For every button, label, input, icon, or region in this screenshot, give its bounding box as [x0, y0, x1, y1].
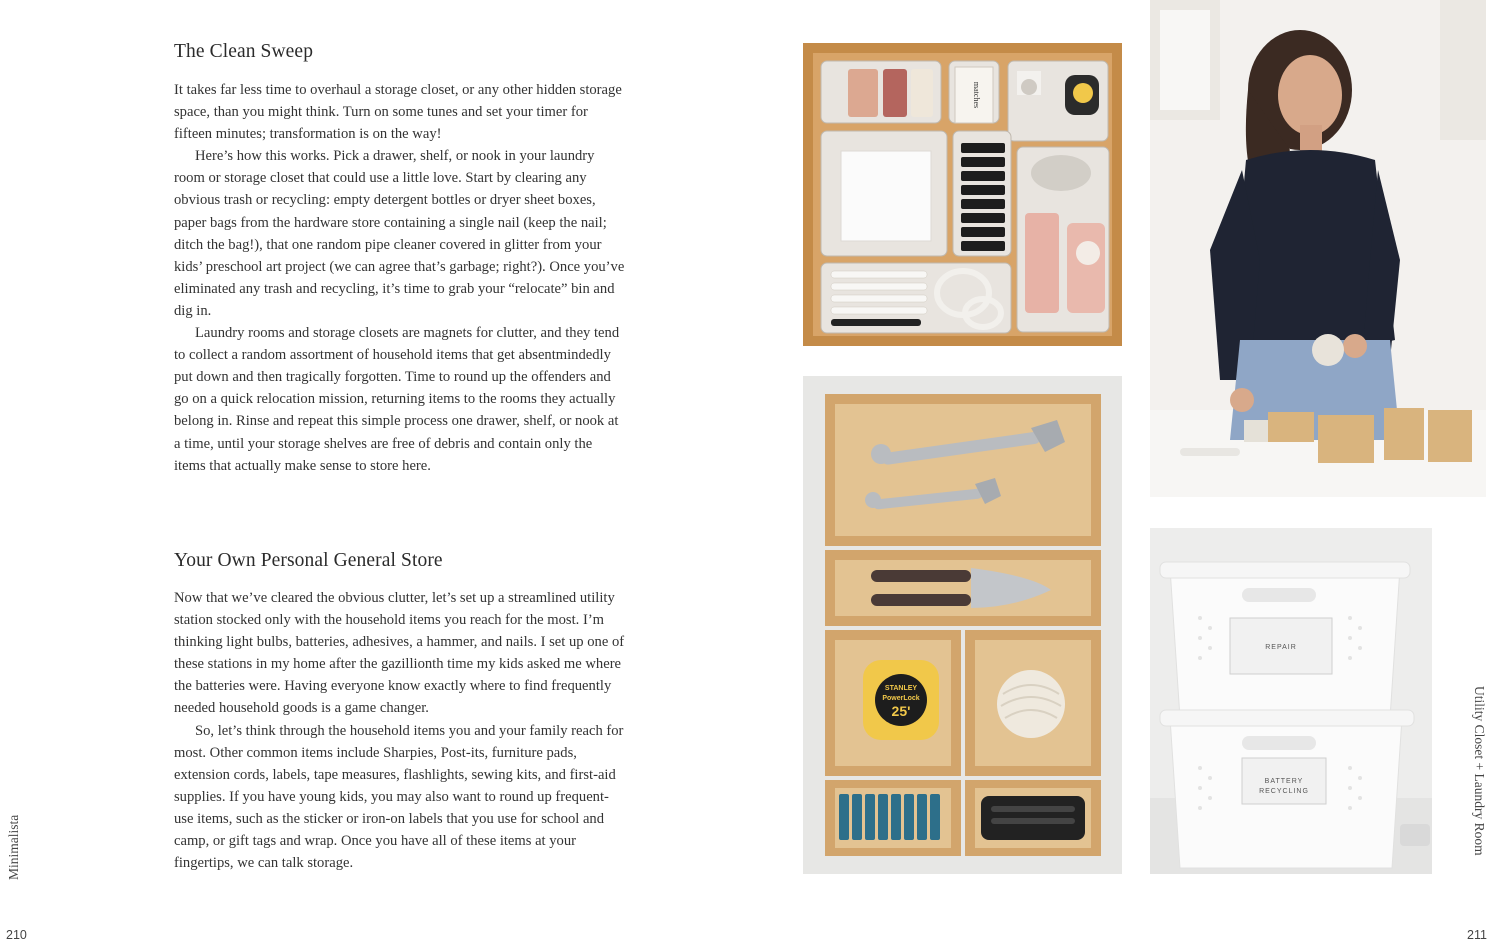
page-number-right: 211	[1467, 928, 1487, 942]
paragraph: So, let’s think through the household items you and your family reach for most. Other common items include Sharpies, Post-its, furniture pads, extension cords, labels, tape measures, flashlights, sewing kits, and first-aid supplies. If you have young kids, you may also want to round up frequent-use items, such as the sticker or iron-on labels that you use for school and camp, or gift tags and wrap. Once you have all of these items at your fingertips, we can talk storage.	[174, 722, 624, 872]
section-body-general-store	[174, 587, 626, 874]
photo-bamboo-drawer-organizer	[803, 376, 1122, 874]
photo-labeled-bins	[1150, 528, 1432, 874]
bin-bottom-label-1: BATTERY	[1264, 778, 1304, 785]
photo-acrylic-drawer-organizer	[803, 43, 1122, 346]
drawer-label-text: matches	[972, 81, 981, 109]
paragraph: Now that we’ve cleared the obvious clutter, let’s set up a streamlined utility station stocked only with the household items you reach for the most. I’m thinking light bulbs, batteries, adhesives, a hammer, and nails. I set up one of these stations in my home after the gazillionth time my kids asked me where the batteries were. Having everyone know exactly where to find frequently needed household goods is a game changer.	[174, 590, 625, 717]
tape-brand-text: STANLEY	[884, 685, 918, 692]
running-head-right: Utility Closet + Laundry Room	[1472, 686, 1487, 856]
photo-woman-organizing	[1150, 0, 1486, 497]
tape-size-text: 25'	[891, 703, 911, 719]
paragraph: Laundry rooms and storage closets are magnets for clutter, and they tend to collect a random assortment of household items that get absentmindedly put down and then tragically forgotten. Time to round up the offenders and go on a quick relocation mission, returning items to the rooms they actually belong in. Rinse and repeat this simple process one drawer, shelf, or nook at a time, until your storage shelves are free of debris and contain only the items that actually make sense to store here.	[174, 325, 620, 474]
page-number-left: 210	[6, 928, 27, 942]
bin-bottom-label-2: RECYCLING	[1259, 788, 1309, 795]
section-heading-clean-sweep: The Clean Sweep	[174, 41, 314, 62]
paragraph: Here’s how this works. Pick a drawer, shelf, or nook in your laundry room or storage closet that could use a little love. Start by clearing any obvious trash or recycling: empty detergent bottles or dryer sheet boxes, paper bags from the hardware store containing a single nail (keep the nail; ditch the bag!), that one random pipe cleaner covered in glitter from your kids’ preschool art project (we can agree that’s garbage; right?). Once you’ve eliminated any trash and recycling, it’s time to grab your “relocate” bin and dig in.	[174, 148, 625, 319]
bin-top-label: REPAIR	[1265, 644, 1297, 651]
section-heading-general-store: Your Own Personal General Store	[174, 550, 443, 571]
paragraph: It takes far less time to overhaul a storage closet, or any other hidden storage space, than you might think. Turn on some tunes and set your timer for fifteen minutes; transformation is on the way!	[174, 82, 622, 143]
running-head-left: Minimalista	[6, 814, 21, 880]
tape-product-text: PowerLock	[882, 695, 920, 702]
section-body-clean-sweep	[174, 79, 626, 477]
